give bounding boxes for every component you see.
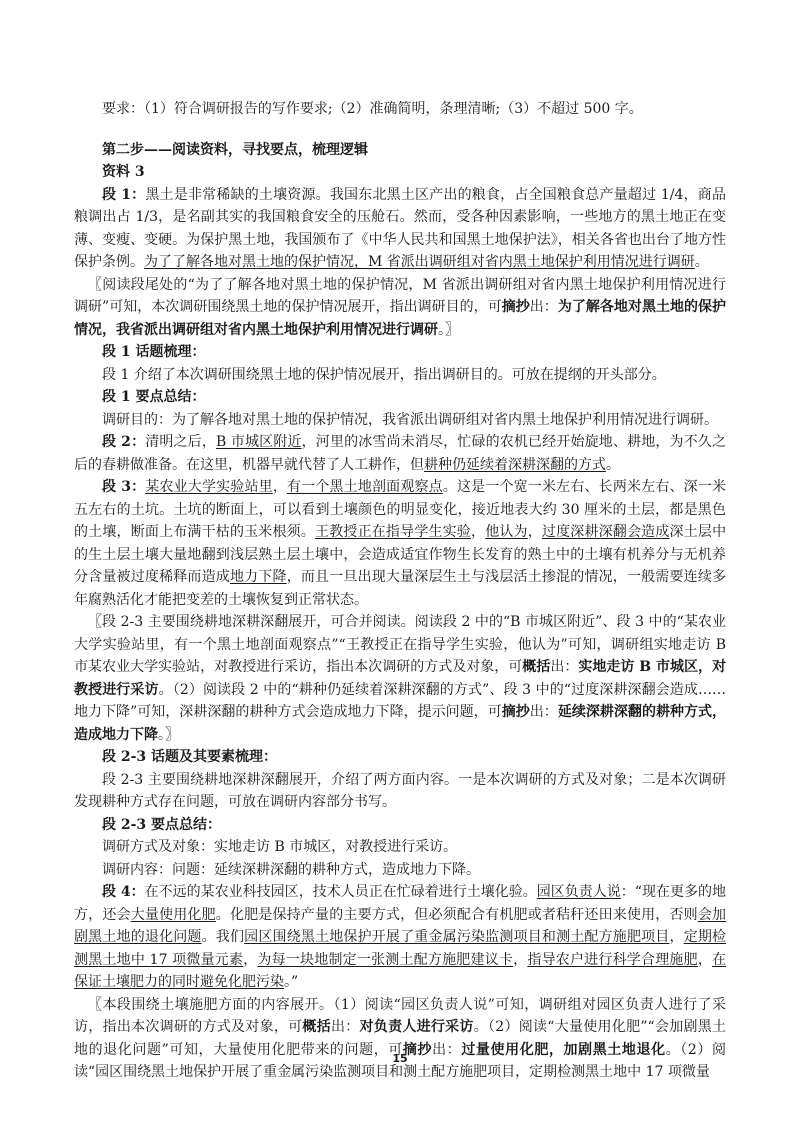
material-heading (74, 161, 726, 184)
paragraph-4-underline-2: 大量使用化肥 (130, 906, 216, 923)
topic-heading-1 (74, 341, 726, 364)
analysis-3-text-1: 〖本段围绕土壤施肥方面的内容展开。（1）阅读“园区负责人说”可知，调研组对园区负责人进行了采访，指出本次调研的方式及对象，可 (74, 996, 726, 1035)
paragraph-1-underline-1: 为了了解各地对黑土地的保护情况， (144, 254, 368, 270)
paragraph-4-text-5: ， (669, 929, 684, 945)
paragraph-2-end: 。 (606, 456, 620, 473)
paragraph-1-label: 段 1： (102, 186, 146, 203)
points-summary-2b: 调研内容：问题：延续深耕深翻的耕种方式，造成地力下降。 (102, 861, 480, 878)
paragraph-1-underline-2: M 省派出调研组对省内黑土地保护利用情况进行调研 (368, 254, 695, 270)
analysis-2-keyword-1: 概括 (522, 659, 551, 675)
paragraph-4-text-8: ， (697, 951, 713, 968)
paragraph-3-text-1: ， (272, 479, 287, 495)
paragraph-1-text: 黑土是非常稀缺的土壤资源。我国东北黑土区产出的粮食，占全国粮食总产量超过 1/4，商品粮调出占 1/3，是名副其实的我国粮食安全的压舱石。然而，受各种因素影响，一些地方的黑土地正在变薄、变瘦、变硬。为保护黑土地，我国颁布了《中华人民共和国黑土地保护法》，相关各省也出台了地方性保护条例。 (74, 186, 726, 270)
analysis-1-keyword: 摘抄 (501, 299, 530, 315)
paragraph-3 (74, 476, 726, 611)
analysis-2-answer-1: 实地走访 B 市城区，对教授进行采访 (74, 659, 727, 698)
analysis-2-end: 。〗 (158, 726, 179, 743)
paragraph-3-underline-5: 过度深耕深翻会造成 (541, 524, 670, 540)
points-summary-1: 调研目的：为了解各地对黑土地的保护情况，我省派出调研组对省内黑土地保护利用情况进行调研。 (102, 411, 718, 428)
paragraph-4-underline-6: 为每一块地制定一张测土配方施肥建议卡 (257, 951, 514, 968)
points-heading-2 (74, 814, 726, 837)
analysis-2-text-2: 出： (550, 659, 579, 675)
paragraph-4-text-2: ：“现在更多的地方，还会 (74, 884, 726, 923)
analysis-3-text-5: 。（2）阅读“园区围绕黑土地保护开展了重金属污染监测项目和测土配方施肥项目，定期检测黑土地中 17 项微量 (74, 1041, 727, 1080)
analysis-3-answer-1: 对负责人进行采访 (359, 1019, 474, 1035)
paragraph-4-underline-4: 园区围绕黑土地保护开展了重金属污染监测项目和测土配方施肥项目 (244, 929, 670, 945)
page-number: 15 (392, 1052, 408, 1065)
paragraph-4 (74, 881, 726, 994)
paragraph-4-text-7: ， (513, 951, 528, 968)
topic-summary-1: 段 1 介绍了本次调研围绕黑土地的保护情况展开，指出调研目的。可放在提纲的开头部分。 (102, 366, 666, 383)
analysis-3-text-2: 出： (330, 1019, 360, 1035)
analysis-3-answer-2: 过量使用化肥，加剧黑土地退化 (461, 1041, 666, 1058)
step-title: 第二步——阅读资料，寻找要点，梳理逻辑 (102, 141, 368, 158)
analysis-1 (74, 274, 726, 342)
paragraph-4-underline-3: 会加剧黑土地的退化问题 (74, 906, 727, 945)
paragraph-4-text-1: 在不远的某农业科技园区，技术人员正在忙碌着进行土壤化验。 (144, 884, 537, 900)
analysis-2-text-1: 〖段 2-3 主要围绕耕地深耕深翻展开，可合并阅读。阅读段 2 中的“B 市城区附近”、段 3 中的“某农业大学实验站里，有一个黑土地剖面观察点”“王教授正在指导学生实验，他认为”可知，调研组实地走访 B 市某农业大学实验站，对教授进行采访，指出本次调研的方式及对象，可 (74, 614, 726, 675)
paragraph-3-underline-6: 地力下降 (229, 569, 287, 585)
paragraph-2-label: 段 2： (102, 434, 146, 450)
paragraph-4-underline-7: 指导农户进行科学合理施肥 (527, 951, 698, 968)
paragraph-4-label: 段 4： (102, 884, 145, 900)
analysis-2-text-4: 出： (529, 704, 558, 720)
points-heading-1 (74, 386, 726, 409)
paragraph-3-underline-1: 某农业大学实验站里 (145, 479, 273, 495)
paragraph-3-text-2: 。这是一个宽一米左右、长两米左右、深一米五左右的土坑。土坑的断面上，可以看到土壤颜色的明显变化，接近地表大约 30 厘米的土层，都是黑色的土壤，断面上布满干枯的玉米根须。 (74, 479, 727, 540)
analysis-3-text-4: 出： (432, 1041, 462, 1058)
paragraph-2-text-2: ，河里的冰雪尚未消尽，忙碌的农机已经开始旋地、耕地，为不久之后的春耕做准备。在这里，机器早就代替了人工耕作，但 (74, 434, 727, 473)
analysis-2-answer-2: 延续深耕深翻的耕种方式，造成地力下降 (74, 704, 727, 743)
requirement-line: 要求：（1）符合调研报告的写作要求;（2）准确简明，条理清晰;（3）不超过 500 字。 (102, 101, 643, 117)
paragraph-2-underline-2: 耕种仍延续着深耕深翻的方式 (424, 456, 606, 473)
analysis-2-keyword-2: 摘抄 (501, 704, 530, 720)
step-heading (74, 139, 726, 162)
analysis-3-keyword-1: 概括 (302, 1019, 331, 1035)
paragraph-3-text-5: 深土层中的生土层土壤大量地翻到浅层熟土层土壤中，会造成适宜作物生长发育的熟土中的土壤有机养分与无机养分含量被过度稀释而造成 (74, 524, 727, 585)
analysis-2 (74, 611, 726, 746)
topic-heading-2 (74, 746, 726, 769)
paragraph-3-text-3: ， (471, 524, 486, 540)
topic-heading-2-text: 段 2-3 话题及其要素梳理： (102, 749, 278, 765)
topic-heading-1-text: 段 1 话题梳理： (102, 344, 206, 360)
paragraph-4-underline-5: 定期检测黑土地中 17 项微量元素 (74, 929, 727, 968)
paragraph-2 (74, 431, 726, 476)
points-heading-1-text: 段 1 要点总结： (102, 389, 206, 405)
analysis-2-text-3: 。（2）阅读段 2 中的“耕种仍延续着深耕深翻的方式”、段 3 中的“过度深耕深翻会造成……地力下降”可知，深耕深翻的耕种方式会造成地力下降，提示问题，可 (74, 681, 726, 720)
paragraph-4-text-6: ， (243, 951, 258, 968)
paragraph-4-underline-1: 园区负责人说 (536, 884, 621, 900)
paragraph-2-text-1: 清明之后， (145, 434, 216, 450)
paragraph-3-text-4: ， (527, 524, 542, 540)
paragraph-1-end: 。 (694, 254, 709, 270)
paragraph-3-underline-3: 王教授正在指导学生实验 (315, 524, 471, 540)
paragraph-3-underline-4: 他认为 (485, 524, 528, 540)
paragraph-2-underline-1: B 市城区附近 (215, 434, 302, 450)
analysis-1-text: 〖阅读段尾处的“为了了解各地对黑土地的保护情况，M 省派出调研组对省内黑土地保护利用情况进行调研”可知，本次调研围绕黑土地的保护情况展开，指出调研目的，可 (74, 276, 726, 315)
analysis-1-answer: 为了解各地对黑土地的保护情况，我省派出调研组对省内黑土地保护利用情况进行调研 (74, 299, 727, 338)
analysis-3-text-3: 。（2）阅读“大量使用化肥”“会加剧黑土地的退化问题”可知，大量使用化肥带来的问题，可 (74, 1019, 727, 1058)
paragraph-3-text-6: ，而且一旦出现大量深层生土与浅层活土掺混的情况，一般需要连续多年腐熟活化才能把变差的土壤恢复到正常状态。 (74, 569, 727, 608)
paragraph-4-text-4: 。我们 (201, 929, 245, 945)
paragraph-4-underline-8: 在保证土壤肥力的同时避免化肥污染 (74, 951, 727, 990)
analysis-3 (74, 994, 726, 1084)
material-title: 资料 3 (102, 164, 145, 180)
topic-summary-2: 段 2-3 主要围绕耕地深耕深翻展开，介绍了两方面内容。一是本次调研的方式及对象；二是本次调研发现耕种方式存在问题，可放在调研内容部分书写。 (74, 771, 726, 810)
paragraph-3-label: 段 3： (102, 479, 146, 495)
points-summary-2a: 调研方式及对象：实地走访 B 市城区，对教授进行采访。 (102, 839, 458, 855)
paragraph-1 (74, 184, 726, 274)
paragraph-4-end: 。” (284, 974, 299, 990)
points-heading-2-text: 段 2-3 要点总结： (102, 816, 222, 833)
paragraph-4-text-3: 。化肥是保持产量的主要方式，但必须配合有机肥或者秸秆还田来使用，否则 (215, 906, 698, 923)
document-body (74, 98, 726, 1084)
analysis-3-keyword-2: 摘抄 (402, 1041, 433, 1058)
analysis-1-end: 。〗 (438, 321, 459, 338)
paragraph-3-underline-2: 有一个黑土地剖面观察点 (286, 479, 443, 495)
analysis-1-text-2: 出： (529, 299, 558, 315)
